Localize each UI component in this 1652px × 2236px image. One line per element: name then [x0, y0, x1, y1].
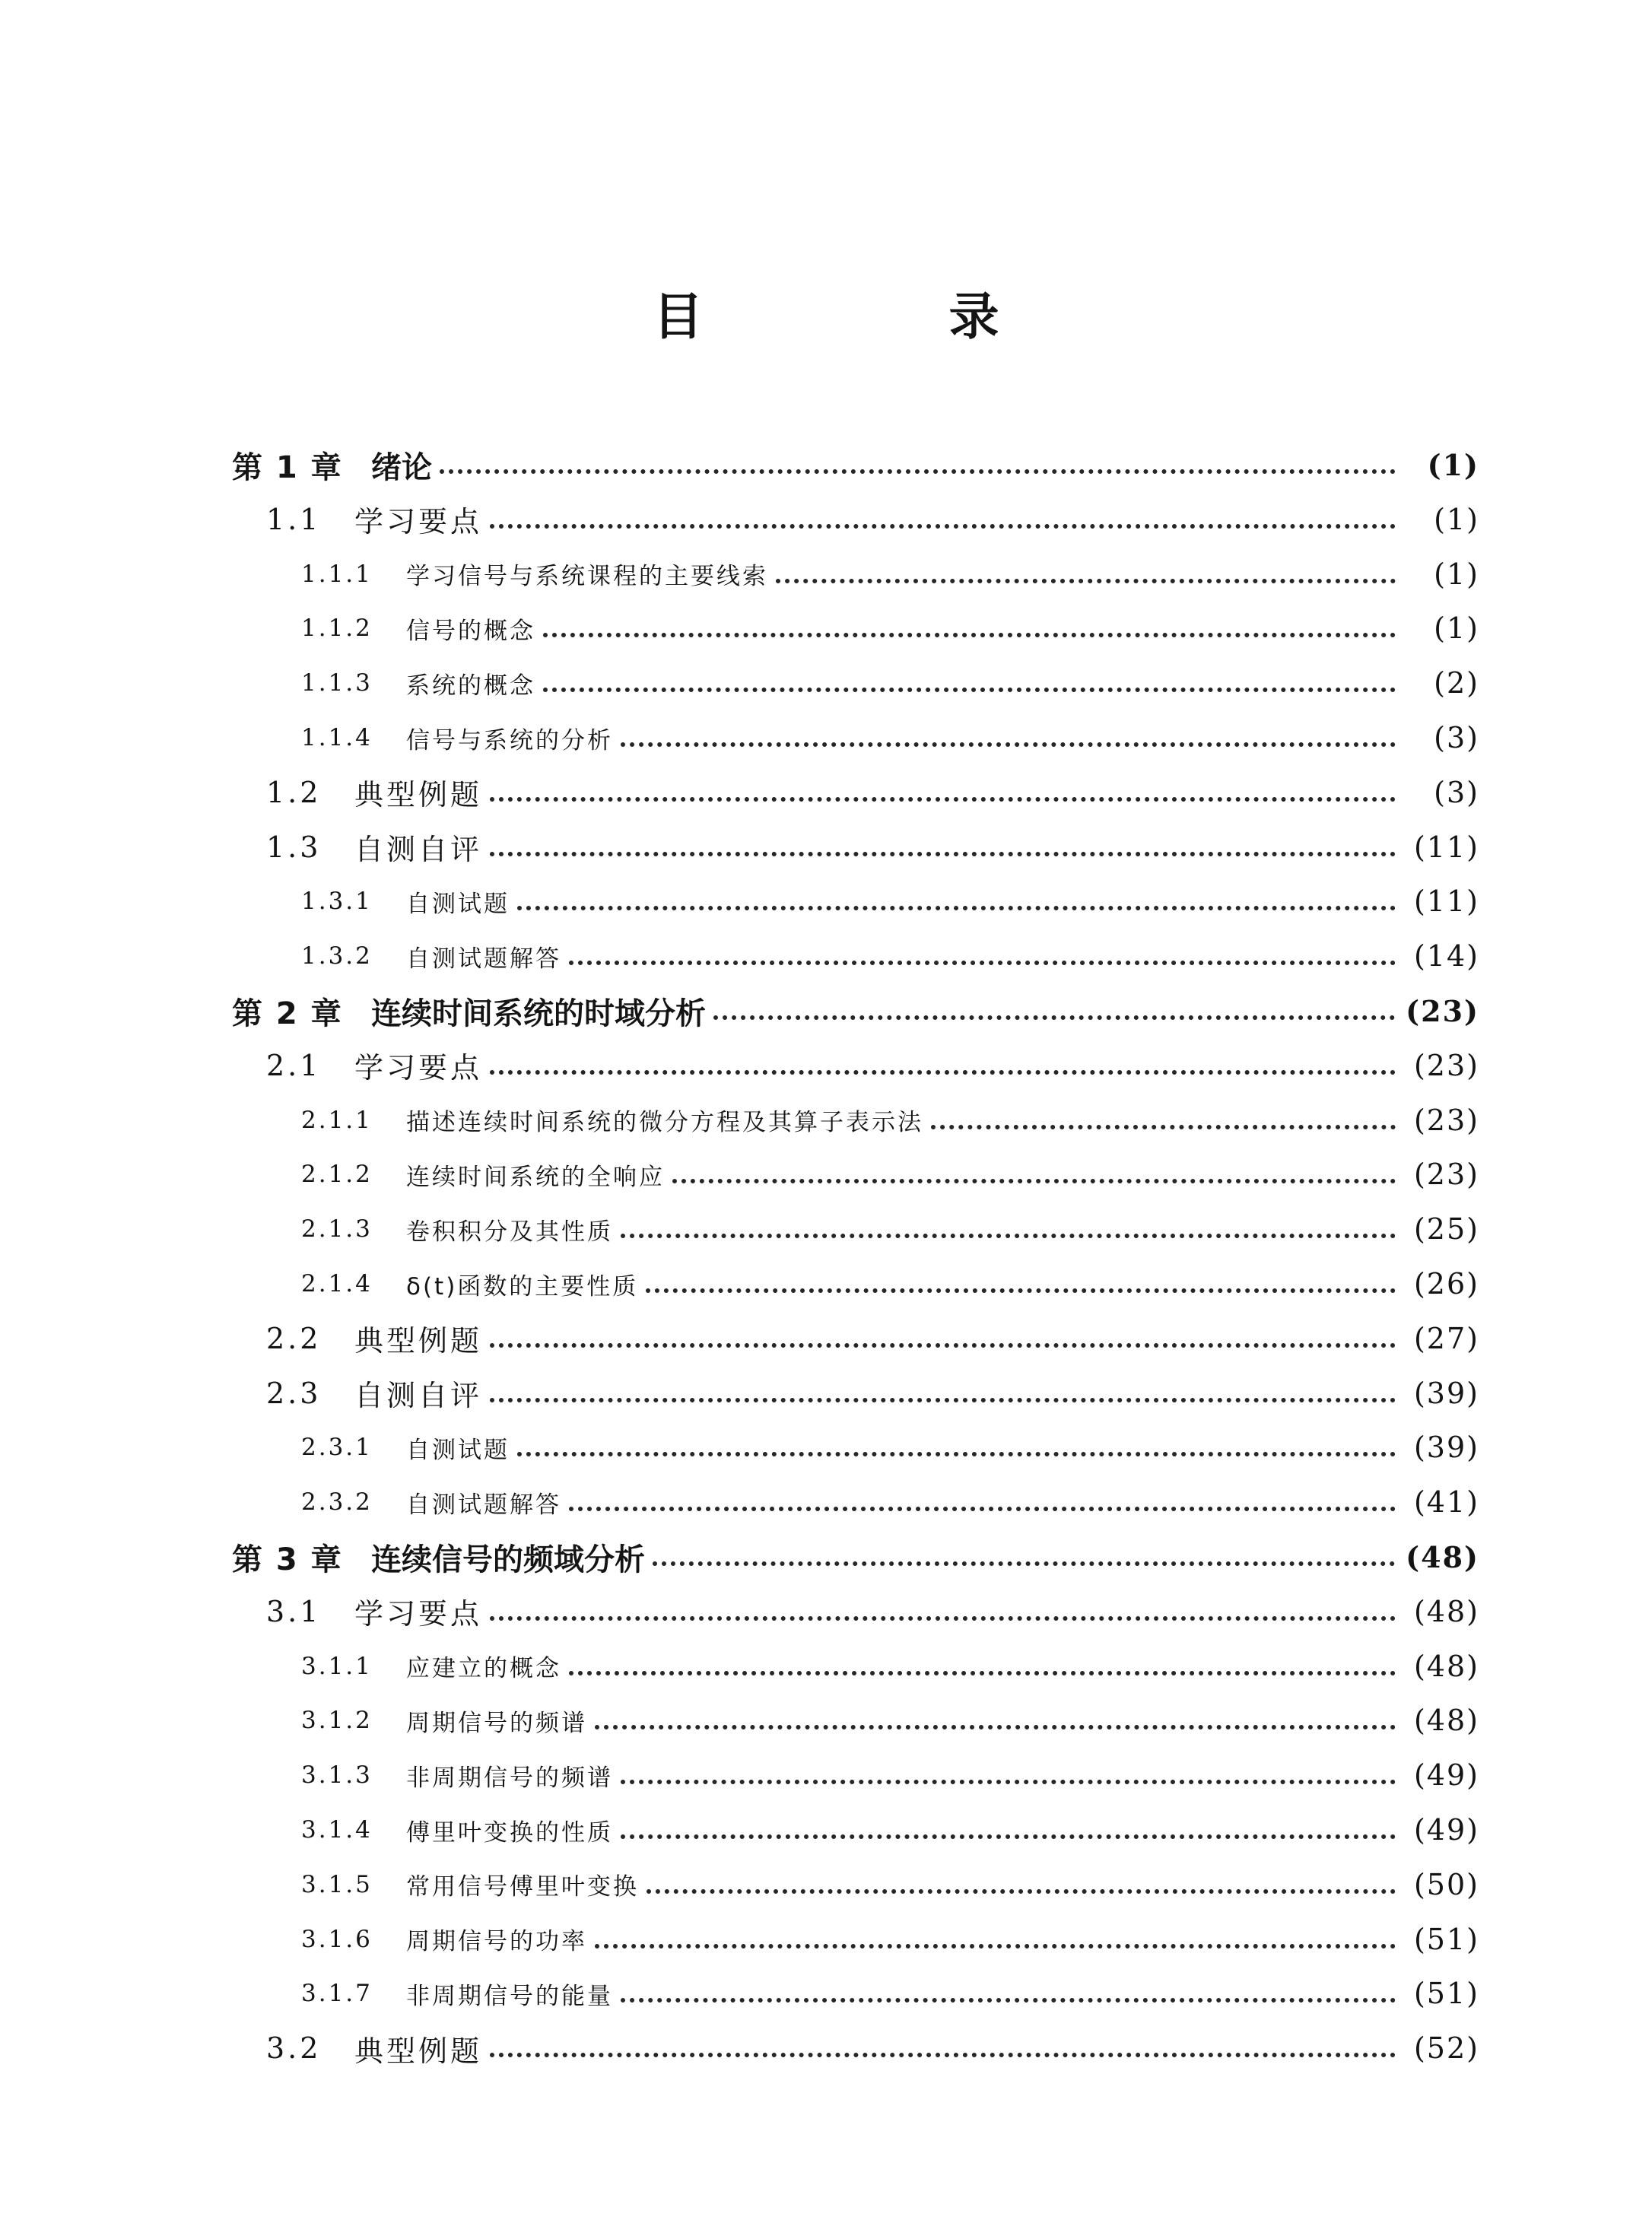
toc-entry-title: 非周期信号的频谱 [406, 1764, 613, 1792]
toc-entry-number: 3.1.5 [301, 1870, 373, 1898]
toc-entry-page: (50) [1413, 1867, 1479, 1901]
toc-entry-page: (49) [1413, 1813, 1479, 1847]
toc-entry-title: 周期信号的频谱 [406, 1709, 587, 1737]
toc-entry-page: (1) [1427, 447, 1479, 482]
toc-entry-sub[interactable] [301, 1097, 1479, 1143]
toc-entry-sub[interactable] [301, 933, 1479, 979]
toc-entry-title: 描述连续时间系统的微分方程及其算子表示法 [406, 1109, 923, 1137]
toc-entry-number: 3.1.1 [301, 1652, 373, 1680]
toc-entry-page: (23) [1406, 993, 1479, 1028]
toc-entry-number: 2.1.4 [301, 1270, 373, 1297]
toc-entry-number: 1.3.1 [301, 888, 373, 916]
toc-entry-page: (26) [1413, 1267, 1479, 1301]
toc-entry-page: (48) [1413, 1594, 1479, 1628]
toc-entry-page: (27) [1413, 1321, 1479, 1355]
toc-entry-title: 非周期信号的能量 [406, 1982, 613, 2010]
toc-entry-title: 学习要点 [354, 1597, 483, 1631]
toc-entry-number: 第 2 章 [232, 996, 343, 1031]
dot-leader [490, 1398, 1396, 1402]
toc-entry-number: 3.1.6 [301, 1925, 373, 1953]
toc-entry-number: 3.1 [266, 1594, 322, 1628]
toc-entry-sub[interactable] [301, 1807, 1479, 1853]
dot-leader [595, 1944, 1396, 1949]
toc-entry-number: 1.1.3 [301, 669, 373, 697]
toc-entry-page: (51) [1413, 1922, 1479, 1956]
dot-leader [776, 579, 1396, 583]
dot-leader [543, 633, 1396, 637]
dot-leader [621, 742, 1396, 747]
toc-entry-title: 自测试题 [406, 890, 510, 918]
toc-entry-title: 典型例题 [354, 1324, 483, 1358]
toc-entry-title: 自测试题解答 [406, 1491, 561, 1519]
toc-entry-page: (52) [1413, 2031, 1479, 2066]
toc-entry-sub[interactable] [301, 1424, 1479, 1470]
dot-leader [490, 1343, 1396, 1348]
toc-entry-page: (14) [1413, 939, 1479, 973]
toc-entry-number: 2.1.3 [301, 1215, 373, 1243]
toc-entry-page: (1) [1434, 557, 1479, 591]
toc-entry-chapter[interactable] [232, 988, 1479, 1034]
toc-entry-number: 2.3.1 [301, 1434, 373, 1462]
toc-entry-title: 典型例题 [354, 778, 483, 812]
toc-entry-number: 1.1.1 [301, 560, 373, 588]
toc-entry-section[interactable] [266, 770, 1479, 815]
toc-entry-page: (11) [1413, 830, 1479, 864]
toc-entry-page: (3) [1434, 721, 1479, 754]
toc-entry-title: 自测自评 [354, 833, 483, 867]
toc-entry-number: 2.1.2 [301, 1161, 373, 1189]
dot-leader [672, 1179, 1396, 1183]
toc-entry-title: 连续时间系统的全响应 [406, 1163, 665, 1191]
toc-entry-page: (51) [1413, 1977, 1479, 2011]
toc-entry-sub[interactable] [301, 1698, 1479, 1743]
dot-leader [490, 852, 1396, 856]
toc-entry-title: 学习信号与系统课程的主要线索 [406, 563, 768, 591]
toc-entry-number: 1.3.2 [301, 942, 373, 970]
toc-entry-number: 1.1.4 [301, 724, 373, 751]
toc-entry-sub[interactable] [301, 1206, 1479, 1252]
toc-entry-title: 学习要点 [354, 505, 483, 539]
toc-entry-number: 2.3.2 [301, 1488, 373, 1517]
toc-entry-title: 常用信号傅里叶变换 [406, 1873, 639, 1901]
toc-entry-sub[interactable] [301, 1917, 1479, 1962]
toc-entry-page: (39) [1413, 1376, 1479, 1410]
page-title: 目 录 [653, 287, 1114, 346]
toc-entry-title: 连续信号的频域分析 [371, 1542, 645, 1577]
dot-leader [440, 469, 1396, 474]
toc-entry-number: 2.1.1 [301, 1106, 373, 1134]
dot-leader [490, 2053, 1396, 2057]
toc-entry-page: (39) [1413, 1431, 1479, 1465]
toc-entry-number: 2.2 [266, 1321, 322, 1355]
toc-entry-title: δ(t)函数的主要性质 [406, 1272, 639, 1301]
toc-entry-number: 1.2 [266, 775, 322, 809]
toc-entry-sub[interactable] [301, 878, 1479, 924]
dot-leader [490, 797, 1396, 802]
dot-leader [490, 1616, 1396, 1621]
toc-entry-title: 周期信号的功率 [406, 1928, 587, 1956]
dot-leader [569, 1507, 1396, 1511]
toc-entry-page: (48) [1406, 1539, 1479, 1574]
toc-entry-number: 1.3 [266, 830, 322, 864]
toc-entry-title: 绪论 [371, 449, 432, 485]
toc-entry-section[interactable] [266, 1043, 1479, 1088]
toc-entry-sub[interactable] [301, 1644, 1479, 1689]
dot-leader [517, 906, 1396, 910]
toc-entry-section[interactable] [266, 1589, 1479, 1634]
toc-entry-page: (48) [1413, 1649, 1479, 1683]
toc-entry-sub[interactable] [301, 715, 1479, 761]
toc-entry-title: 卷积积分及其性质 [406, 1218, 613, 1246]
toc-entry-sub[interactable] [301, 1862, 1479, 1907]
toc-entry-title: 信号的概念 [406, 617, 535, 645]
dot-leader [490, 1070, 1396, 1075]
dot-leader [621, 1998, 1396, 2003]
toc-entry-title: 自测试题 [406, 1436, 510, 1464]
dot-leader [931, 1125, 1396, 1129]
toc-entry-sub[interactable] [301, 1752, 1479, 1798]
toc-entry-page: (11) [1413, 885, 1479, 919]
toc-entry-sub[interactable] [301, 1261, 1479, 1307]
toc-entry-page: (41) [1413, 1485, 1479, 1520]
toc-entry-number: 第 3 章 [232, 1542, 343, 1577]
dot-leader [646, 1288, 1396, 1293]
toc-entry-chapter[interactable] [232, 1534, 1479, 1580]
toc-entry-page: (23) [1413, 1158, 1479, 1192]
toc-entry-section[interactable] [266, 1371, 1479, 1416]
toc-entry-title: 学习要点 [354, 1051, 483, 1085]
toc-entry-sub[interactable] [301, 551, 1479, 597]
toc-entry-title: 傅里叶变换的性质 [406, 1818, 613, 1847]
toc-entry-section[interactable] [266, 824, 1479, 870]
toc-entry-page: (23) [1413, 1048, 1479, 1082]
dot-leader [517, 1452, 1396, 1456]
toc-entry-sub[interactable] [301, 1479, 1479, 1525]
toc-entry-title: 典型例题 [354, 2034, 483, 2068]
dot-leader [621, 1234, 1396, 1238]
toc-entry-title: 应建立的概念 [406, 1655, 561, 1683]
toc-entry-sub[interactable] [301, 1151, 1479, 1197]
toc-entry-sub[interactable] [301, 660, 1479, 706]
toc-entry-page: (25) [1413, 1212, 1479, 1247]
toc-entry-section[interactable] [266, 1316, 1479, 1361]
toc-entry-number: 3.1.4 [301, 1816, 373, 1844]
toc-entry-title: 自测试题解答 [406, 945, 561, 973]
toc-entry-number: 2.1 [266, 1048, 322, 1082]
dot-leader [653, 1561, 1395, 1566]
toc-entry-page: (1) [1434, 611, 1479, 646]
toc-entry-number: 3.1.7 [301, 1980, 373, 2008]
toc-entry-page: (49) [1413, 1758, 1479, 1793]
toc-entry-number: 1.1.2 [301, 615, 373, 643]
toc-entry-chapter[interactable] [232, 442, 1479, 488]
toc-entry-section[interactable] [266, 2025, 1479, 2071]
toc-entry-number: 3.1.3 [301, 1761, 373, 1790]
toc-entry-number: 第 1 章 [232, 449, 343, 485]
dot-leader [647, 1889, 1396, 1894]
dot-leader [621, 1834, 1396, 1839]
toc-entry-title: 系统的概念 [406, 672, 535, 700]
toc-entry-sub[interactable] [301, 605, 1479, 651]
dot-leader [543, 688, 1396, 692]
toc-entry-title: 信号与系统的分析 [406, 726, 613, 754]
dot-leader [569, 961, 1396, 965]
toc-entry-page: (3) [1434, 775, 1479, 809]
toc-entry-title: 自测自评 [354, 1379, 483, 1413]
dot-leader [595, 1725, 1396, 1729]
dot-leader [490, 524, 1396, 529]
toc-entry-number: 3.1.2 [301, 1707, 373, 1735]
toc-entry-section[interactable] [266, 497, 1479, 542]
toc-entry-page: (48) [1413, 1704, 1479, 1738]
toc-entry-page: (2) [1434, 666, 1479, 700]
toc-entry-page: (1) [1434, 502, 1479, 536]
toc-entry-page: (23) [1413, 1103, 1479, 1137]
toc-entry-sub[interactable] [301, 1971, 1479, 2016]
toc-entry-number: 1.1 [266, 502, 322, 536]
dot-leader [713, 1015, 1395, 1020]
dot-leader [621, 1780, 1396, 1784]
toc-entry-number: 2.3 [266, 1376, 322, 1410]
toc-entry-number: 3.2 [266, 2031, 322, 2066]
dot-leader [569, 1671, 1396, 1675]
toc-entry-title: 连续时间系统的时域分析 [371, 996, 706, 1031]
